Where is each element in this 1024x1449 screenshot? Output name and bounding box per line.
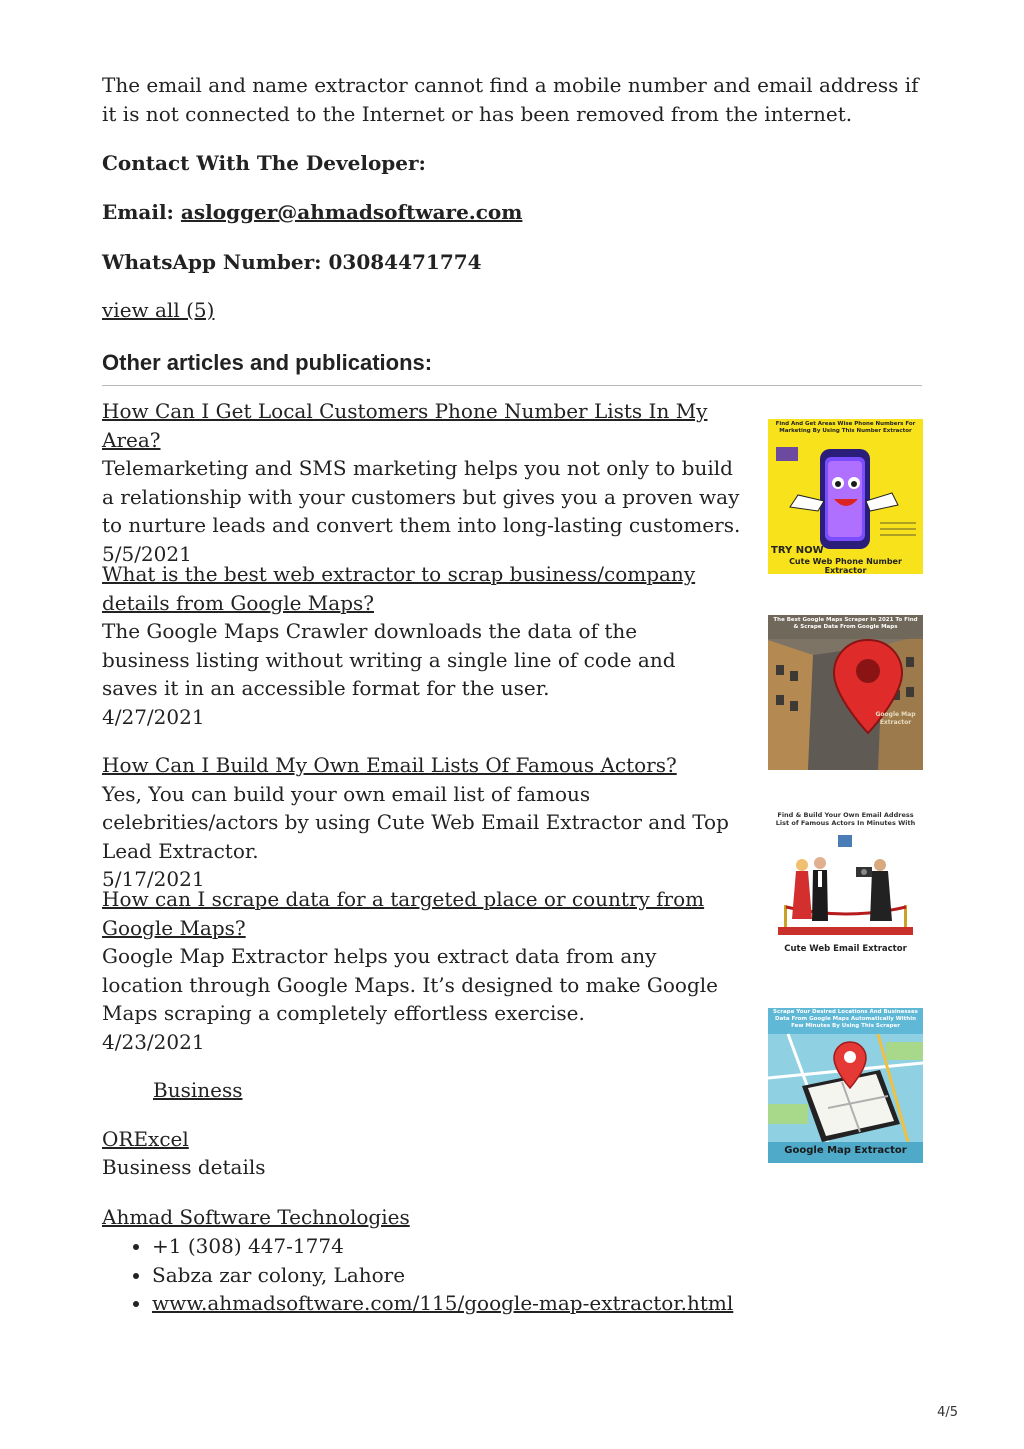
- article-title-link[interactable]: How Can I Build My Own Email Lists Of Famous Actors?: [102, 753, 677, 777]
- article-summary: Google Map Extractor helps you extract data from any location through Google Maps. It’s designed to make Google Maps scraping a completely effortless exercise.: [102, 944, 718, 1025]
- thumb-top-text: Scrape Your Desired Locations And Businesses Data From Google Maps Automatically Within Few Minutes By Using This Scraper: [773, 1009, 918, 1029]
- business-info-list: [102, 1232, 733, 1318]
- whatsapp-number: 03084471774: [328, 250, 482, 274]
- business-phone: • +1 (308) 447-1774: [152, 1232, 733, 1261]
- article-thumbnail[interactable]: [768, 615, 923, 770]
- view-all-link[interactable]: view all (5): [102, 298, 215, 322]
- business-name-link[interactable]: Ahmad Software Technologies: [102, 1205, 410, 1229]
- thumb-side-text: Google Map Extractor: [875, 711, 916, 726]
- article-thumbnail[interactable]: [768, 809, 923, 964]
- article-date: 5/5/2021: [102, 541, 192, 566]
- thumb-bottom-text: Cute Web Email Extractor: [784, 944, 907, 954]
- whatsapp-label: WhatsApp Number:: [102, 250, 322, 274]
- article-summary: The Google Maps Crawler downloads the data of the business listing without writing a single line of code and saves it in an accessible format for the user.: [102, 619, 676, 700]
- article-item: [102, 751, 742, 894]
- email-label: Email:: [102, 200, 174, 224]
- article-thumbnail[interactable]: [768, 419, 923, 574]
- article-summary: Yes, You can build your own email list of famous celebrities/actors by using Cute Web Email Extractor and Top Lead Extractor.: [102, 781, 729, 863]
- thumb-top-text: Find & Build Your Own Email Address List of Famous Actors In Minutes With: [775, 811, 916, 827]
- map-pin-icon: [768, 615, 923, 770]
- article-title-link[interactable]: How Can I Get Local Customers Phone Number Lists In My Area?: [102, 399, 708, 452]
- thumb-bottom-text: Cute Web Phone Number Extractor: [789, 557, 902, 573]
- article-title-link[interactable]: What is the best web extractor to scrap business/company details from Google Maps?: [102, 562, 696, 615]
- thumb-top-text: Find And Get Areas Wise Phone Numbers For Marketing By Using This Number Extractor: [775, 421, 916, 434]
- phone-map-icon: [768, 1008, 923, 1163]
- section-divider: [102, 385, 922, 386]
- other-articles-heading: Other articles and publications:: [102, 350, 433, 375]
- page-number: 4/5: [937, 1405, 958, 1420]
- article-date: 5/17/2021: [102, 867, 205, 891]
- business-details-label: Business details: [102, 1155, 266, 1179]
- article-item: [102, 560, 722, 731]
- article-date: 4/23/2021: [102, 1029, 205, 1054]
- article-date: 4/27/2021: [102, 704, 205, 729]
- thumb-cta: TRY NOW: [771, 545, 824, 556]
- contact-heading: Contact With The Developer:: [102, 151, 426, 175]
- article-summary: Telemarketing and SMS marketing helps you not only to build a relationship with your customers but gives you a proven way to nurture leads and convert them into long-lasting customers.: [102, 456, 741, 537]
- article-thumbnail[interactable]: [768, 1008, 923, 1163]
- business-website-item: [152, 1289, 733, 1318]
- red-carpet-icon: [768, 809, 923, 964]
- email-link[interactable]: aslogger@ahmadsoftware.com: [180, 200, 523, 224]
- article-title-link[interactable]: How can I scrape data for a targeted place or country from Google Maps?: [102, 887, 705, 940]
- article-item: [102, 397, 742, 568]
- intro-paragraph: The email and name extractor cannot find a mobile number and email address if it is not connected to the Internet or has been removed from the internet.: [102, 73, 919, 126]
- thumb-bottom-text: Google Map Extractor: [784, 1145, 907, 1156]
- whatsapp-line: [102, 248, 482, 277]
- category-link[interactable]: Business: [153, 1078, 243, 1102]
- business-address: • Sabza zar colony, Lahore: [152, 1261, 733, 1290]
- business-website-link[interactable]: www.ahmadsoftware.com/115/google-map-extractor.html: [152, 1291, 734, 1315]
- thumb-top-text: The Best Google Maps Scraper In 2021 To Find & Scrape Data From Google Maps: [773, 617, 918, 630]
- phone-mascot-icon: [768, 419, 923, 574]
- company-link[interactable]: ORExcel: [102, 1127, 189, 1151]
- email-line: [102, 198, 522, 227]
- article-item: [102, 885, 732, 1056]
